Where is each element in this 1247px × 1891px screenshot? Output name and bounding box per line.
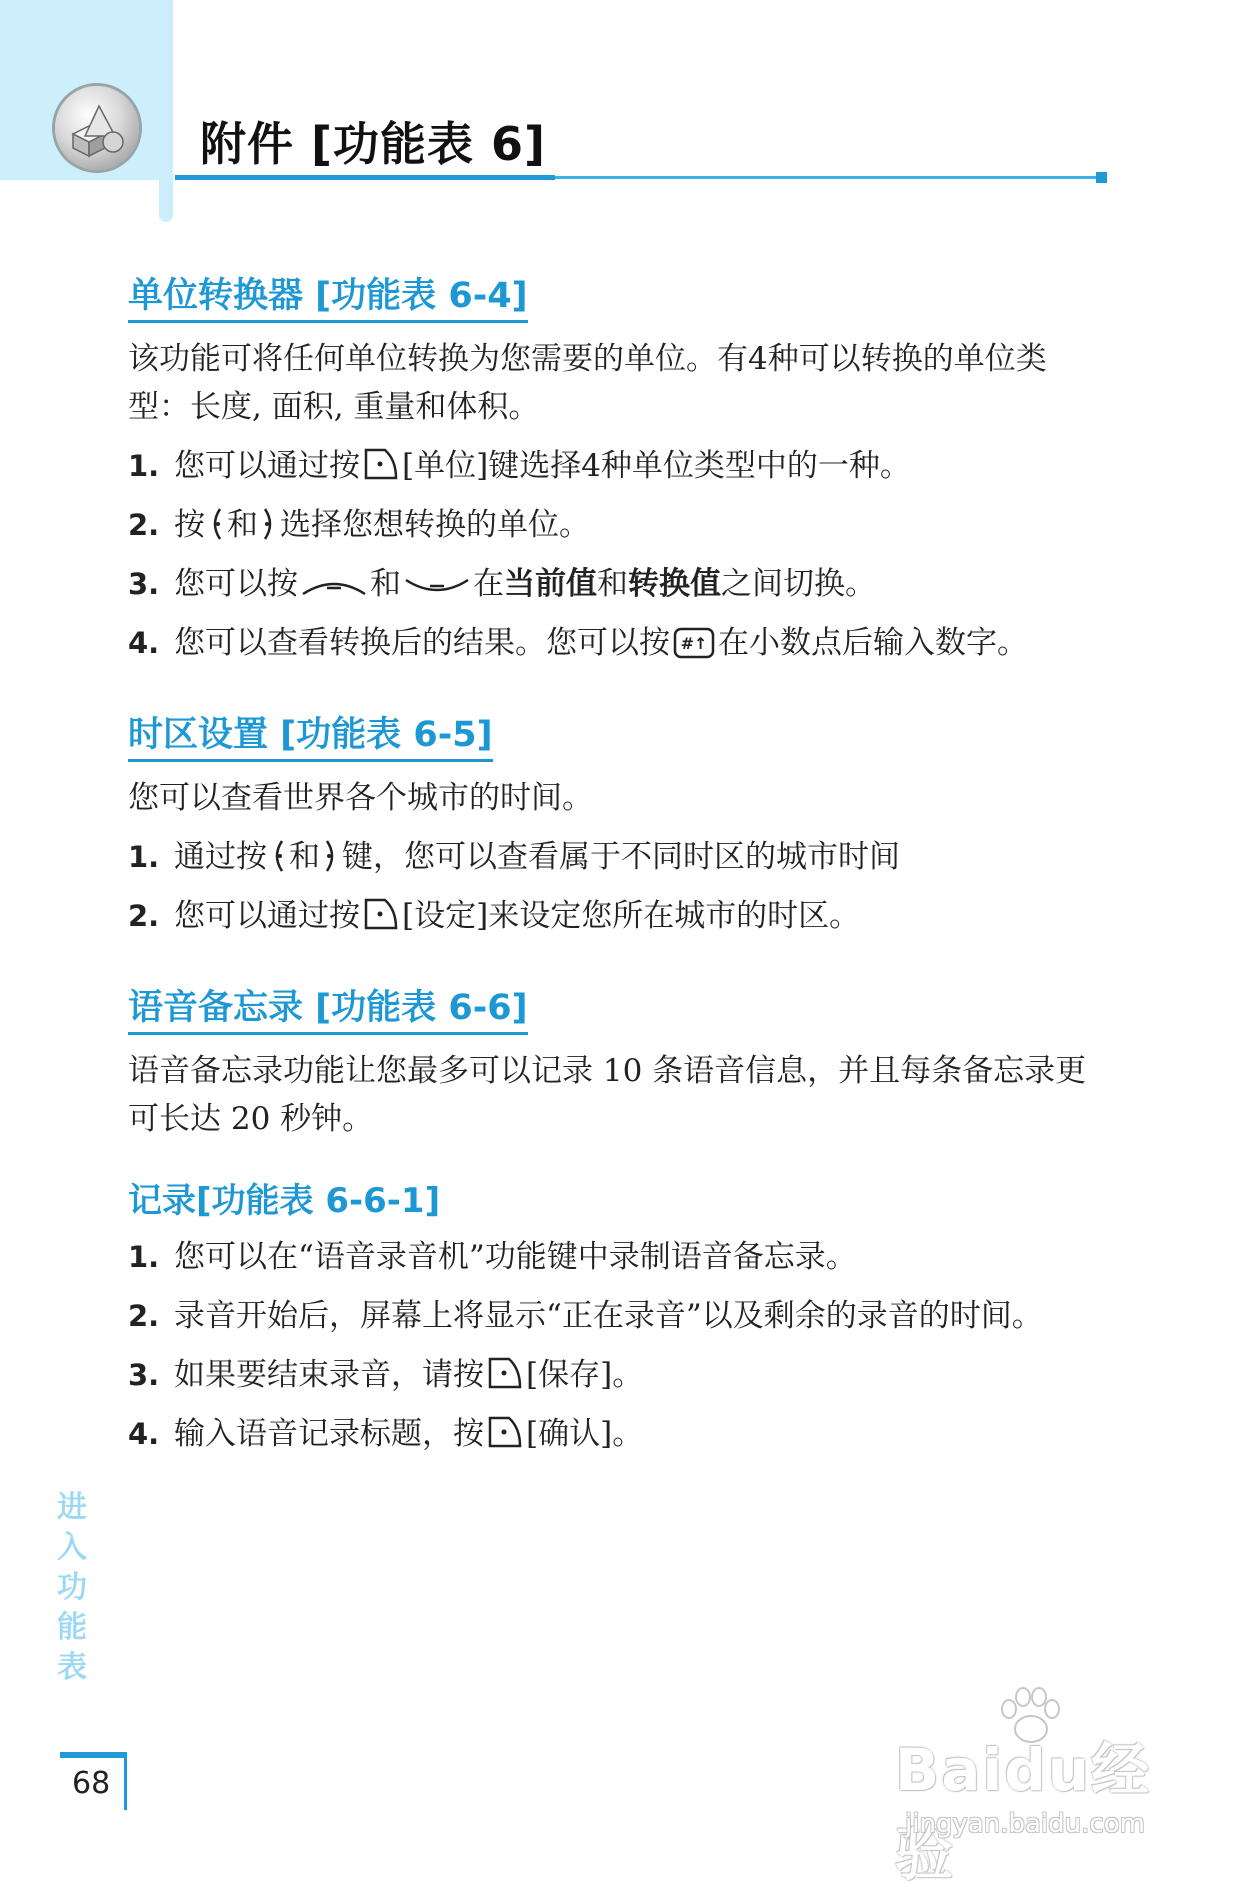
step-item: [128, 620, 1104, 667]
step-text: 您可以通过按: [174, 448, 360, 484]
nav-left-icon: [208, 507, 224, 541]
step-text: 和: [370, 566, 401, 602]
step-item: [128, 893, 1104, 940]
title-underline-accent: [175, 175, 555, 180]
step-number: 4.: [128, 626, 160, 660]
step-text: 您可以查看转换后的结果。您可以按: [174, 625, 670, 661]
step-text: 按: [174, 507, 205, 543]
subsection-heading: 记录[功能表 6-6-1]: [128, 1181, 441, 1221]
step-item: [128, 443, 1104, 490]
step-text: 和: [227, 507, 258, 543]
soft-key-icon: [487, 1414, 523, 1450]
step-number: 1.: [128, 449, 160, 483]
section-unit-converter: [128, 268, 1108, 667]
step-text: 选择您想转换的单位。: [280, 507, 590, 543]
chapter-side-char: 进: [57, 1490, 87, 1525]
chapter-side-label: [52, 1488, 92, 1688]
section-voice-memo: [128, 980, 1108, 1143]
step-text: 和: [289, 839, 320, 875]
section-heading: 语音备忘录 [功能表 6-6]: [128, 980, 528, 1035]
step-text: 在小数点后输入数字。: [718, 625, 1028, 661]
section-heading: 时区设置 [功能表 6-5]: [128, 707, 493, 762]
page-content: [128, 268, 1108, 1458]
step-number: 1.: [128, 1240, 160, 1274]
step-item: [128, 502, 1104, 549]
nav-down-icon: [404, 574, 470, 600]
page-number: 68: [72, 1766, 111, 1801]
subsection-record: [128, 1173, 1108, 1458]
step-text: 输入语音记录标题，按: [174, 1416, 484, 1452]
page-title: 附件 [功能表 6]: [200, 117, 547, 171]
step-item: [128, 1411, 1104, 1458]
step-text: 您可以通过按: [174, 898, 360, 934]
step-text: 您可以在“语音录音机”功能键中录制语音备忘录。: [174, 1239, 857, 1275]
step-number: 1.: [128, 840, 160, 874]
nav-up-icon: [301, 574, 367, 600]
svg-text:#↑: #↑: [680, 634, 708, 653]
watermark-logo-text: Baidu经验: [895, 1736, 1152, 1888]
step-item: [128, 1234, 1104, 1281]
header-vertical-bar: [159, 0, 173, 222]
soft-key-icon: [487, 1355, 523, 1391]
step-text: 之间切换。: [721, 566, 876, 602]
step-text: [确认]。: [526, 1416, 644, 1452]
step-text: 在: [473, 566, 504, 602]
section-intro: 语音备忘录功能让您最多可以记录 10 条语音信息，并且每条备忘录更可长达 20 秒钟。: [128, 1053, 1087, 1137]
hash-key-icon: [673, 627, 715, 659]
step-text: 键，您可以查看属于不同时区的城市时间: [342, 839, 900, 875]
chapter-side-char: 功: [57, 1570, 87, 1605]
step-text: 通过按: [174, 839, 267, 875]
step-text: [设定]来设定您所在城市的时区。: [402, 898, 861, 934]
step-text: 和: [597, 566, 628, 602]
nav-right-icon: [323, 839, 339, 873]
step-item: [128, 1293, 1104, 1340]
title-underline-end-square: [1096, 172, 1107, 183]
step-bold-text: 转换值: [628, 566, 721, 602]
step-bold-text: 当前值: [504, 566, 597, 602]
baidu-watermark: [895, 1715, 1195, 1888]
chapter-side-char: 入: [57, 1530, 87, 1565]
step-list: [128, 1234, 1108, 1458]
step-text: 录音开始后，屏幕上将显示“正在录音”以及剩余的录音的时间。: [174, 1298, 1043, 1334]
step-item: [128, 834, 1104, 881]
page-number-bar: [60, 1752, 126, 1758]
step-number: 2.: [128, 899, 160, 933]
soft-key-icon: [363, 446, 399, 482]
soft-key-icon: [363, 896, 399, 932]
step-number: 2.: [128, 508, 160, 542]
step-item: [128, 1352, 1104, 1399]
step-number: 3.: [128, 1358, 160, 1392]
accessories-logo-icon: [55, 86, 139, 170]
section-intro: 您可以查看世界各个城市的时间。: [128, 780, 593, 816]
step-item: [128, 561, 1104, 608]
nav-left-icon: [270, 839, 286, 873]
step-number: 3.: [128, 567, 160, 601]
step-list: [128, 443, 1108, 667]
section-time-zone: [128, 707, 1108, 940]
chapter-side-char: 能: [57, 1610, 87, 1645]
step-text: 您可以按: [174, 566, 298, 602]
watermark-url: jingyan.baidu.com: [905, 1809, 1145, 1839]
nav-right-icon: [261, 507, 277, 541]
section-intro: 该功能可将任何单位转换为您需要的单位。有4种可以转换的单位类型：长度, 面积, 重量和体积。: [128, 341, 1047, 425]
page-number-divider: [124, 1752, 127, 1810]
step-text: 如果要结束录音，请按: [174, 1357, 484, 1393]
step-text: [保存]。: [526, 1357, 644, 1393]
step-text: [单位]键选择4种单位类型中的一种。: [402, 448, 911, 484]
section-heading: 单位转换器 [功能表 6-4]: [128, 268, 528, 323]
chapter-side-char: 表: [57, 1650, 87, 1685]
step-number: 4.: [128, 1417, 160, 1451]
step-number: 2.: [128, 1299, 160, 1333]
step-list: [128, 834, 1108, 940]
